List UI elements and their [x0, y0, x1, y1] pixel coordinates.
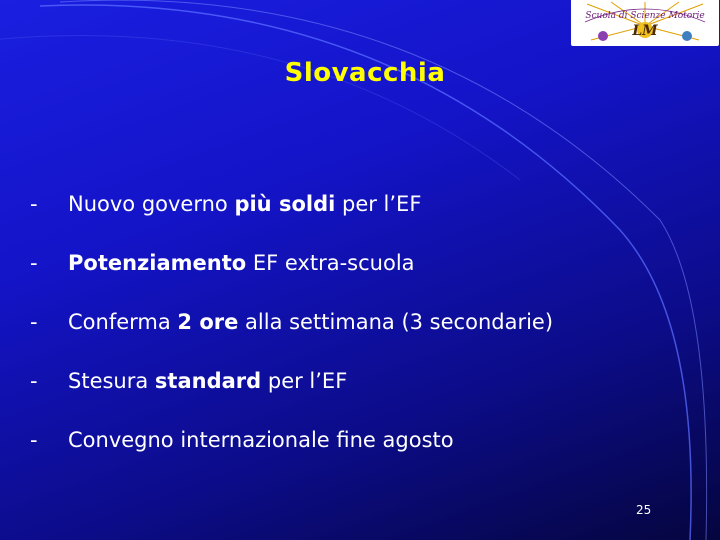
bullet-list	[30, 184, 690, 479]
svg-text:LM: LM	[632, 23, 658, 39]
slide-title: Slovacchia	[284, 58, 446, 88]
bullet-marker: -	[30, 310, 38, 334]
bullet-text: Conferma 2 ore alla settimana (3 secondarie)	[68, 310, 554, 334]
bullet-marker: -	[30, 192, 38, 216]
bullet-text: Convegno internazionale fine agosto	[68, 428, 454, 452]
school-logo-icon	[571, 0, 719, 46]
bullet-text: Potenziamento EF extra-scuola	[68, 251, 415, 275]
bullet-item	[30, 420, 690, 460]
bullet-item	[30, 302, 690, 342]
page-number: 25	[636, 503, 652, 517]
bullet-marker: -	[30, 369, 38, 393]
bullet-item	[30, 184, 690, 224]
bullet-text: Stesura standard per l’EF	[68, 369, 348, 393]
bullet-item	[30, 361, 690, 401]
bullet-text: Nuovo governo più soldi per l’EF	[68, 192, 422, 216]
svg-text:Scuola di Scienze Motorie: Scuola di Scienze Motorie	[585, 11, 705, 21]
bullet-item	[30, 243, 690, 283]
bullet-marker: -	[30, 251, 38, 275]
bullet-marker: -	[30, 428, 38, 452]
